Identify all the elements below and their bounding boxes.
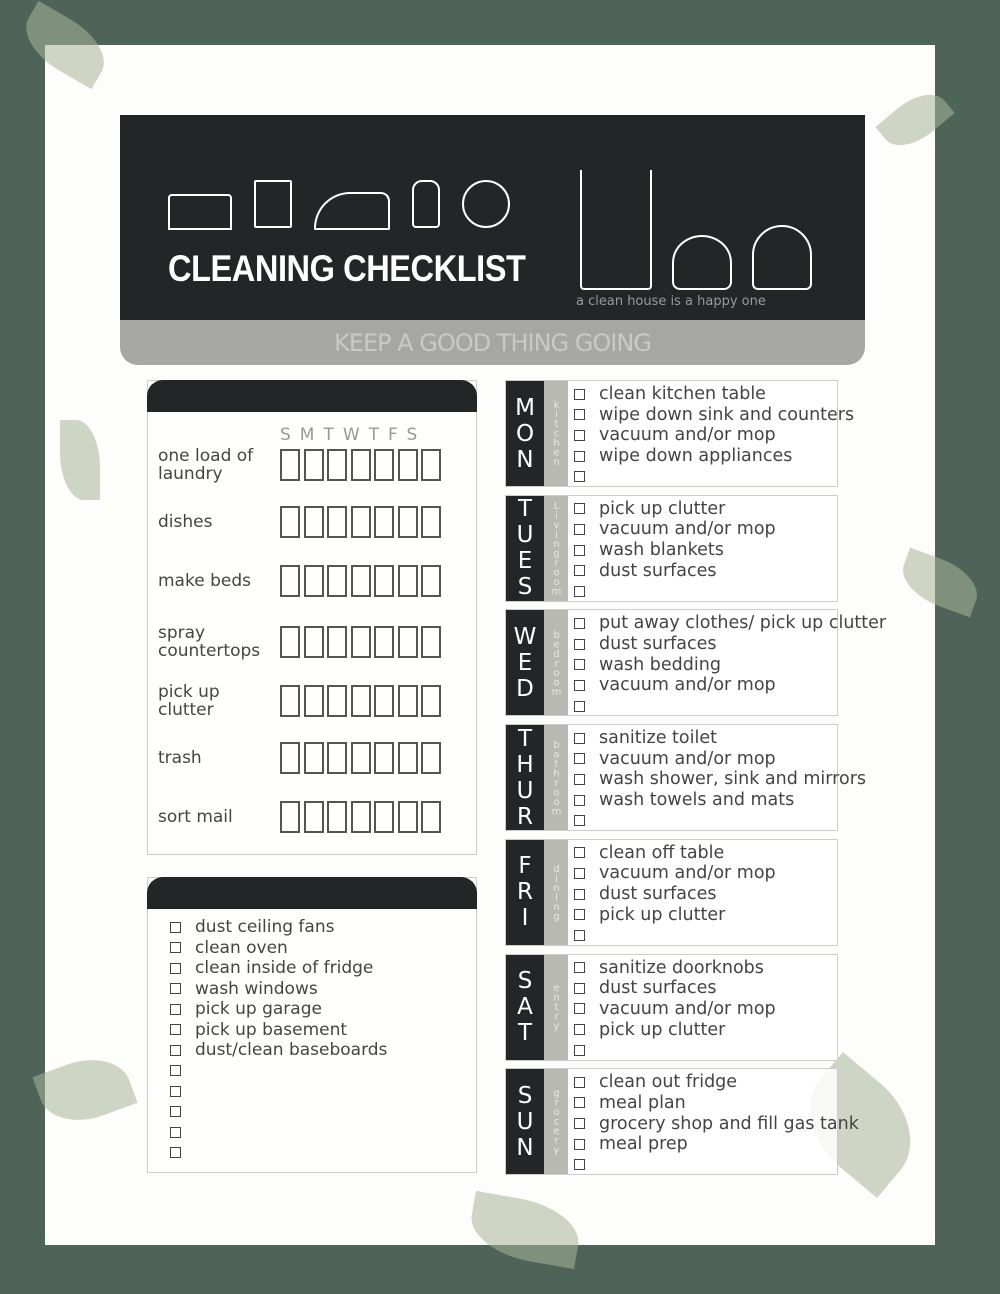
monthly-item (170, 938, 476, 959)
task-item (574, 519, 776, 540)
day-checkbox[interactable] (304, 506, 324, 538)
checkbox[interactable] (574, 774, 585, 785)
daily-task-label: one load of laundry (158, 446, 254, 484)
task-label: pick up clutter (599, 1019, 726, 1040)
checkbox[interactable] (574, 659, 585, 670)
task-list (574, 958, 776, 1061)
monthly-item (170, 999, 476, 1020)
task-list (574, 843, 776, 946)
daily-task-row (158, 683, 445, 719)
daily-task-row (158, 801, 445, 833)
checkbox[interactable] (170, 983, 181, 994)
day-block-mon (505, 380, 855, 487)
task-item (574, 863, 776, 884)
day-name: SUN (512, 1082, 538, 1161)
task-item (574, 561, 776, 582)
room-name-column (544, 496, 568, 601)
monthly-item (170, 1081, 476, 1102)
daily-task-label: dishes (158, 512, 213, 532)
monthly-item-label: clean oven (195, 937, 288, 958)
broom-dustpan-icon (580, 170, 652, 290)
daily-task-row (158, 624, 445, 660)
day-block-fri (505, 839, 838, 946)
checkbox[interactable] (170, 922, 181, 933)
iron-icon (314, 192, 390, 230)
room-name: entry (551, 983, 562, 1031)
checkbox[interactable] (574, 503, 585, 514)
day-checkbox[interactable] (421, 626, 441, 658)
task-list (574, 728, 866, 831)
room-name: Livingroom (551, 500, 562, 596)
task-item (574, 884, 776, 905)
checkbox[interactable] (574, 680, 585, 691)
tagline: a clean house is a happy one (576, 294, 766, 309)
checkbox[interactable] (574, 1003, 585, 1014)
day-checkbox[interactable] (280, 449, 300, 481)
task-list (574, 384, 854, 487)
task-item (574, 1134, 859, 1155)
task-label: vacuum and/or mop (599, 519, 776, 540)
day-name-column (506, 725, 544, 830)
day-checkbox[interactable] (351, 506, 371, 538)
page-title: CLEANING CHECKLIST (168, 248, 526, 289)
task-item (574, 999, 776, 1020)
daily-task-label: trash (158, 748, 202, 768)
task-item (574, 1072, 859, 1093)
day-name: THUR (512, 725, 538, 830)
day-checkbox[interactable] (398, 449, 418, 481)
checkbox[interactable] (574, 471, 585, 482)
day-checkbox[interactable] (327, 685, 347, 717)
room-name-column (544, 840, 568, 945)
task-item (574, 1155, 859, 1176)
checkbox[interactable] (574, 701, 585, 712)
day-name: MON (512, 394, 538, 473)
day-name-column (506, 496, 544, 601)
checkbox[interactable] (574, 565, 585, 576)
day-checkbox[interactable] (398, 506, 418, 538)
task-label: wash shower, sink and mirrors (599, 769, 867, 790)
task-label: vacuum and/or mop (599, 748, 776, 769)
day-name: SAT (512, 968, 538, 1046)
task-item (574, 1114, 859, 1135)
task-item (574, 425, 854, 446)
checkbox[interactable] (574, 962, 585, 973)
day-checkbox[interactable] (374, 565, 394, 597)
room-name-column (544, 955, 568, 1060)
checkbox[interactable] (574, 733, 585, 744)
day-checkbox[interactable] (304, 565, 324, 597)
monthly-item-label: wash windows (195, 978, 318, 999)
day-checkbox[interactable] (351, 685, 371, 717)
day-name: TUES (512, 496, 538, 601)
task-label: meal prep (599, 1134, 688, 1155)
task-item (574, 749, 866, 770)
daily-task-label: spray countertops (158, 623, 261, 661)
task-item (574, 581, 776, 602)
task-item (574, 905, 776, 926)
day-checkbox[interactable] (374, 626, 394, 658)
daily-task-label: pick up clutter (158, 682, 220, 720)
day-checkbox[interactable] (351, 565, 371, 597)
checkbox[interactable] (574, 451, 585, 462)
task-item (574, 634, 886, 655)
washing-machine-icon (254, 180, 292, 228)
checkbox[interactable] (574, 389, 585, 400)
task-label: meal plan (599, 1092, 686, 1113)
day-checkbox[interactable] (351, 801, 371, 833)
task-label: wash towels and mats (599, 790, 795, 811)
day-checkbox[interactable] (280, 801, 300, 833)
task-label: dust surfaces (599, 560, 717, 581)
day-checkbox[interactable] (398, 626, 418, 658)
task-item (574, 540, 776, 561)
task-label: wipe down appliances (599, 446, 793, 467)
day-checkbox[interactable] (421, 449, 441, 481)
day-checkbox[interactable] (421, 801, 441, 833)
vacuum-icon (752, 225, 812, 290)
task-item (574, 675, 886, 696)
task-item (574, 769, 866, 790)
task-item (574, 790, 866, 811)
room-name: kitchen (551, 400, 562, 467)
checkbox[interactable] (170, 1045, 181, 1056)
task-label: clean off table (599, 842, 725, 863)
checkbox[interactable] (574, 930, 585, 941)
task-label: vacuum and/or mop (599, 425, 776, 446)
day-name-column (506, 1069, 544, 1174)
day-checkbox[interactable] (327, 626, 347, 658)
day-checkbox[interactable] (304, 626, 324, 658)
monthly-item (170, 1143, 476, 1164)
day-checkbox[interactable] (304, 801, 324, 833)
checkbox[interactable] (574, 1045, 585, 1056)
daily-task-row (158, 565, 445, 597)
checkbox[interactable] (170, 1147, 181, 1158)
day-checkbox[interactable] (421, 506, 441, 538)
day-checkbox[interactable] (280, 626, 300, 658)
daily-task-label: make beds (158, 571, 251, 591)
checkbox[interactable] (574, 889, 585, 900)
checkbox[interactable] (170, 963, 181, 974)
room-name: bedroom (551, 629, 562, 697)
mop-bucket-icon (672, 235, 732, 290)
weekday-letters: SMTWTFS (280, 425, 427, 445)
task-item (574, 655, 886, 676)
day-block-sun (505, 1068, 859, 1175)
room-name: bathroom (551, 739, 562, 816)
day-checkbox[interactable] (398, 742, 418, 774)
task-label: dust surfaces (599, 978, 717, 999)
day-checkbox[interactable] (304, 685, 324, 717)
room-name-column (544, 610, 568, 715)
checkbox[interactable] (170, 942, 181, 953)
checkbox[interactable] (574, 1024, 585, 1035)
day-checkbox[interactable] (398, 685, 418, 717)
checkbox[interactable] (574, 1118, 585, 1129)
task-label: pick up clutter (599, 904, 726, 925)
monthly-item (170, 917, 476, 938)
task-item (574, 696, 886, 717)
day-checkbox[interactable] (374, 742, 394, 774)
daily-task-row (158, 506, 445, 538)
cleaning-icons (168, 180, 510, 230)
day-block-sat (505, 954, 838, 1061)
task-item (574, 384, 854, 405)
day-name: WED (512, 623, 538, 702)
task-list (574, 499, 776, 602)
checkbox[interactable] (170, 1065, 181, 1076)
task-list (574, 613, 886, 716)
day-name-column (506, 840, 544, 945)
checkbox[interactable] (574, 815, 585, 826)
task-item (574, 499, 776, 520)
task-list (574, 1072, 859, 1175)
task-item (574, 811, 866, 832)
day-checkbox[interactable] (327, 801, 347, 833)
task-label: wash bedding (599, 654, 721, 675)
task-item (574, 1020, 776, 1041)
room-name: grocery (551, 1088, 562, 1155)
day-checkbox[interactable] (421, 565, 441, 597)
day-block-wed (505, 609, 887, 716)
task-item (574, 446, 854, 467)
task-label: put away clothes/ pick up clutter (599, 613, 887, 634)
checkbox[interactable] (170, 1004, 181, 1015)
task-label: sanitize doorknobs (599, 957, 764, 978)
monthly-item-label: pick up basement (195, 1019, 348, 1040)
task-label: vacuum and/or mop (599, 863, 776, 884)
monthly-item (170, 1102, 476, 1123)
task-item (574, 978, 776, 999)
monthly-item-label: clean inside of fridge (195, 958, 374, 978)
room-name-column (544, 1069, 568, 1174)
checkbox[interactable] (574, 545, 585, 556)
day-block-tues (505, 495, 838, 602)
day-checkbox[interactable] (327, 449, 347, 481)
day-checkbox[interactable] (327, 565, 347, 597)
day-checkbox[interactable] (327, 742, 347, 774)
daily-task-row (158, 742, 445, 774)
day-checkbox[interactable] (351, 742, 371, 774)
checkbox[interactable] (574, 795, 585, 806)
checkbox[interactable] (574, 847, 585, 858)
monthly-item (170, 1061, 476, 1082)
checkbox[interactable] (574, 1139, 585, 1150)
monthly-item (170, 979, 476, 1000)
day-checkbox[interactable] (398, 565, 418, 597)
day-checkbox[interactable] (280, 685, 300, 717)
checkbox[interactable] (574, 1159, 585, 1170)
motto-banner: KEEP A GOOD THING GOING (120, 320, 865, 365)
day-name-column (506, 610, 544, 715)
monthly-item (170, 1122, 476, 1143)
daily-task-label: sort mail (158, 807, 233, 827)
day-checkbox[interactable] (351, 626, 371, 658)
day-checkbox[interactable] (304, 742, 324, 774)
task-label: dust surfaces (599, 634, 717, 655)
monthly-item (170, 1040, 476, 1061)
checkbox[interactable] (574, 639, 585, 650)
task-item (574, 405, 854, 426)
checkbox[interactable] (170, 1127, 181, 1138)
monthly-panel (147, 877, 477, 1173)
task-label: vacuum and/or mop (599, 675, 776, 696)
task-label: grocery shop and fill gas tank (599, 1113, 859, 1134)
day-checkbox[interactable] (374, 801, 394, 833)
day-name-column (506, 955, 544, 1060)
monthly-item-label: dust ceiling fans (195, 917, 335, 937)
task-item (574, 1040, 776, 1061)
task-label: sanitize toilet (599, 728, 717, 749)
glove-icon (412, 180, 440, 228)
scrub-brush-icon (168, 194, 232, 230)
room-name: dining (551, 863, 562, 921)
room-name-column (544, 725, 568, 830)
task-label: pick up clutter (599, 498, 726, 519)
task-item (574, 958, 776, 979)
task-label: vacuum and/or mop (599, 998, 776, 1019)
checkbox[interactable] (574, 524, 585, 535)
day-checkbox[interactable] (374, 685, 394, 717)
day-block-thur (505, 724, 867, 831)
task-label: dust surfaces (599, 884, 717, 905)
checkbox[interactable] (574, 753, 585, 764)
day-checkbox[interactable] (374, 506, 394, 538)
day-checkbox[interactable] (351, 449, 371, 481)
checkbox[interactable] (170, 1086, 181, 1097)
checkbox[interactable] (574, 1077, 585, 1088)
checkbox[interactable] (574, 586, 585, 597)
checkbox[interactable] (170, 1024, 181, 1035)
checkbox[interactable] (574, 983, 585, 994)
monthly-item-label: pick up garage (195, 999, 322, 1019)
day-checkbox[interactable] (280, 742, 300, 774)
room-name-column (544, 381, 568, 486)
task-item (574, 1093, 859, 1114)
checkbox[interactable] (574, 618, 585, 629)
task-label: wipe down sink and counters (599, 404, 855, 425)
broom-mop-vacuum-icons (580, 165, 815, 290)
day-name: FRI (512, 853, 538, 932)
task-label: clean out fridge (599, 1072, 738, 1093)
day-checkbox[interactable] (280, 506, 300, 538)
day-checkbox[interactable] (374, 449, 394, 481)
monthly-item-label: dust/clean baseboards (195, 1040, 388, 1060)
checkbox[interactable] (574, 1097, 585, 1108)
checkbox[interactable] (574, 909, 585, 920)
task-item (574, 926, 776, 947)
day-checkbox[interactable] (398, 801, 418, 833)
task-label: wash blankets (599, 540, 724, 561)
task-item (574, 613, 886, 634)
monthly-item (170, 1020, 476, 1041)
checkbox[interactable] (170, 1106, 181, 1117)
task-item (574, 728, 866, 749)
checkbox[interactable] (574, 409, 585, 420)
day-name-column (506, 381, 544, 486)
day-checkbox[interactable] (421, 685, 441, 717)
dish-sponge-icon (462, 180, 510, 228)
checkbox[interactable] (574, 430, 585, 441)
day-checkbox[interactable] (304, 449, 324, 481)
task-item (574, 467, 854, 488)
day-checkbox[interactable] (327, 506, 347, 538)
checkbox[interactable] (574, 868, 585, 879)
monthly-item (170, 958, 476, 979)
task-item (574, 843, 776, 864)
day-checkbox[interactable] (421, 742, 441, 774)
task-label: clean kitchen table (599, 384, 766, 404)
day-checkbox[interactable] (280, 565, 300, 597)
daily-task-row (158, 447, 445, 483)
